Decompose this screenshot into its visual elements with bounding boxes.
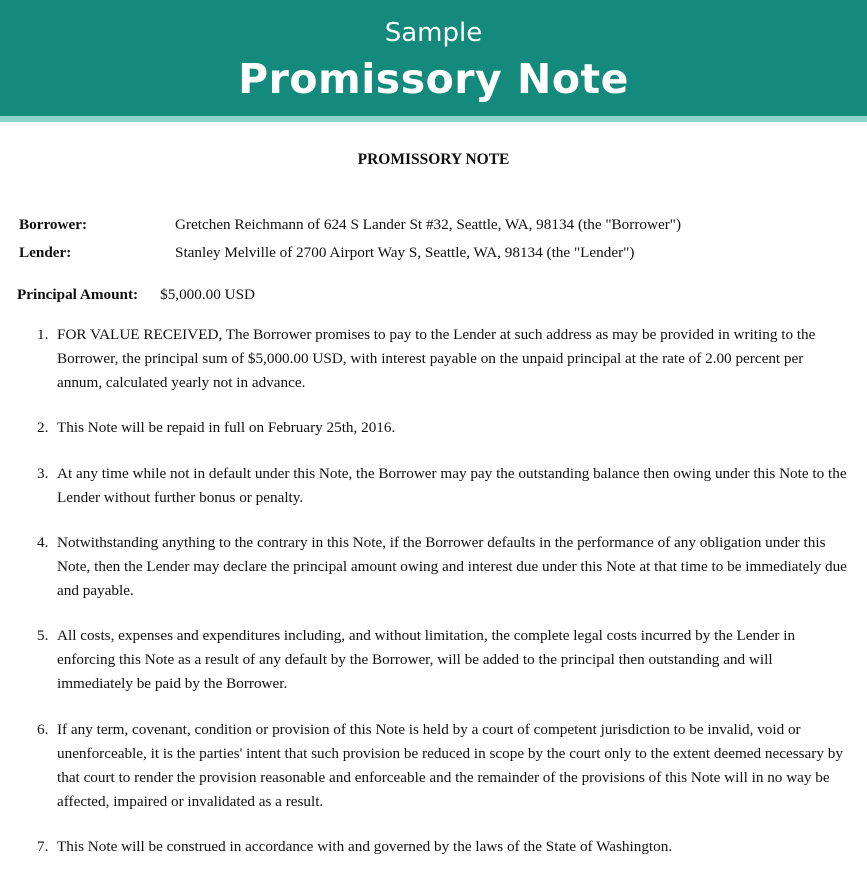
clause-text: At any time while not in default under this Note, the Borrower may pay the outstanding balance then owing under this Note to the Lender without further bonus or penalty.: [57, 465, 847, 506]
clause-number: 5.: [37, 627, 49, 644]
header-banner: [0, 0, 867, 116]
clause-text: Notwithstanding anything to the contrary in this Note, if the Borrower defaults in the performance of any obligation under this Note, then the Lender may declare the principal amount owing and interest due under this Note at that time to be immediately due and payable.: [57, 534, 847, 599]
principal-row: [17, 285, 255, 305]
lender-label: Lender:: [19, 244, 72, 261]
principal-label: Principal Amount:: [17, 286, 139, 303]
clause-number: 7.: [37, 838, 49, 855]
lender-value: Stanley Melville of 2700 Airport Way S, Seattle, WA, 98134 (the "Lender"): [175, 244, 635, 261]
document-body: [0, 122, 867, 880]
clause-text: If any term, covenant, condition or provision of this Note is held by a court of competent jurisdiction to be invalid, void or unenforceable, it is the parties' intent that such provision be reduced in scope by the court only to the extent deemed necessary by that court to render the provision reasonable and enforceable and the remainder of the provisions of this Note will in no way be affected, impaired or invalidated as a result.: [57, 721, 843, 810]
clause-text: FOR VALUE RECEIVED, The Borrower promises to pay to the Lender at such address as may be provided in writing to the Borrower, the principal sum of $5,000.00 USD, with interest payable on the unpaid principal at the rate of 2.00 percent per annum, calculated yearly not in advance.: [57, 326, 816, 391]
clause-number: 1.: [37, 326, 49, 343]
clause-number: 6.: [37, 721, 49, 738]
banner-subtitle: Sample: [384, 18, 483, 48]
borrower-value: Gretchen Reichmann of 624 S Lander St #32, Seattle, WA, 98134 (the "Borrower"): [175, 216, 682, 233]
banner-title: Promissory Note: [238, 55, 629, 103]
clause-text: All costs, expenses and expenditures including, and without limitation, the complete legal costs incurred by the Lender in enforcing this Note as a result of any default by the Borrower, will be added to the principal then outstanding and will immediately be paid by the Borrower.: [57, 627, 796, 692]
clause-text: This Note will be repaid in full on February 25th, 2016.: [57, 419, 396, 436]
clause-number: 3.: [37, 465, 49, 482]
clause-number: 4.: [37, 534, 49, 551]
borrower-label: Borrower:: [19, 216, 88, 233]
principal-value: $5,000.00 USD: [160, 286, 256, 303]
clause-text: This Note will be construed in accordance with and governed by the laws of the State of Washington.: [57, 838, 673, 855]
clause-number: 2.: [37, 419, 49, 436]
document-heading: PROMISSORY NOTE: [357, 151, 510, 168]
